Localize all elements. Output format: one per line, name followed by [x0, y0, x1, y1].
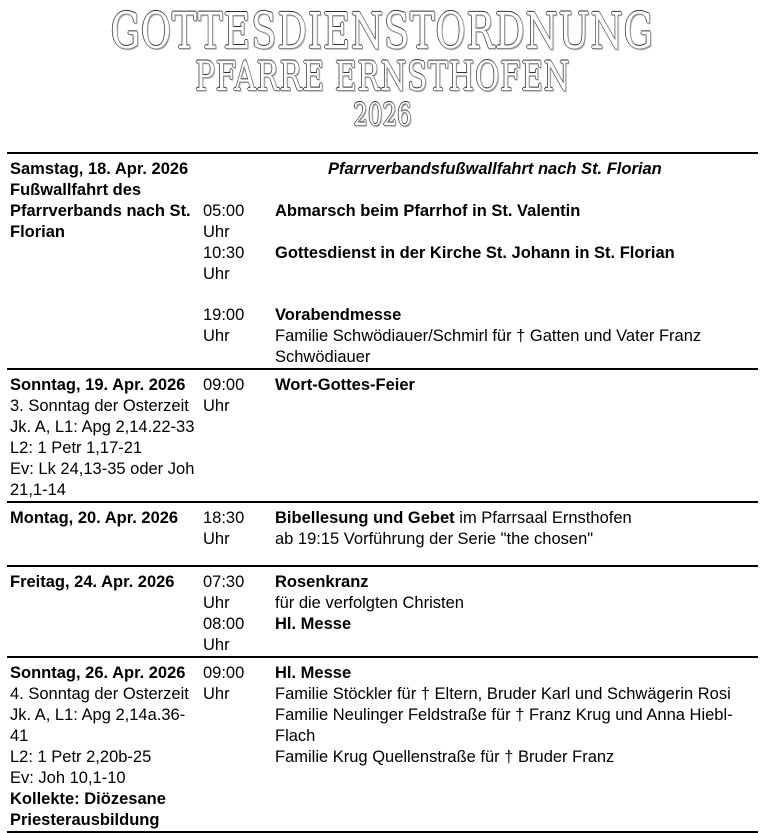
- event-time: 09:00 Uhr: [203, 376, 245, 415]
- event-detail: für die verfolgten Christen: [275, 594, 464, 612]
- event-detail: ab 19:15 Vorführung der Serie "the chosen": [275, 530, 594, 548]
- event-row: [203, 375, 754, 417]
- liturgical-note: 3. Sonntag der Osterzeit: [10, 397, 189, 415]
- section-date: Sonntag, 26. Apr. 2026: [10, 664, 186, 682]
- section-date: Samstag, 18. Apr. 2026: [10, 160, 189, 178]
- schedule-section-samstag-18-apr: [7, 152, 758, 368]
- pilgrimage-note: Fußwallfahrt des Pfarrverbands nach St. Florian: [10, 181, 191, 241]
- event-title: Gottesdienst in der Kirche St. Johann in St. Florian: [275, 244, 675, 262]
- document-title-line: [0, 2, 765, 60]
- events-column: [203, 508, 758, 550]
- event-title: Hl. Messe: [275, 664, 352, 682]
- event-description: [275, 508, 754, 550]
- liturgical-note: 4. Sonntag der Osterzeit: [10, 685, 189, 703]
- event-description: [275, 663, 754, 768]
- event-intention: Familie Schwödiauer/Schmirl für † Gatten und Vater Franz Schwödiauer: [275, 327, 702, 366]
- event-row: [203, 614, 754, 656]
- event-row: [203, 508, 754, 550]
- section-date: Sonntag, 19. Apr. 2026: [10, 376, 186, 394]
- event-row: [203, 305, 754, 368]
- section-date: Freitag, 24. Apr. 2026: [10, 573, 175, 591]
- document-title: GOTTESDIENSTORDNUNG: [110, 2, 655, 60]
- document-year: 2026: [353, 97, 412, 133]
- document-subtitle: PFARRE ERNSTHOFEN: [194, 54, 571, 100]
- reading-note: Jk. A, L1: Apg 2,14a.36-41: [10, 706, 186, 745]
- event-time: 10:30 Uhr: [203, 244, 245, 283]
- event-row: [203, 243, 754, 285]
- event-title: Hl. Messe: [275, 615, 352, 633]
- event-description: [275, 572, 754, 614]
- event-title: Wort-Gottes-Feier: [275, 376, 415, 394]
- date-column: [10, 572, 195, 593]
- event-title: Bibellesung und Gebet: [275, 509, 455, 527]
- schedule-section-freitag-24-apr: [7, 565, 758, 656]
- section-date: Montag, 20. Apr. 2026: [10, 509, 179, 527]
- document-header: [0, 0, 765, 152]
- date-column: [10, 159, 195, 243]
- schedule-section-sonntag-19-apr: [7, 368, 758, 501]
- reading-note: L2: 1 Petr 1,17-21: [10, 439, 143, 457]
- event-row: [203, 201, 754, 243]
- reading-note: Jk. A, L1: Apg 2,14.22-33: [10, 418, 195, 436]
- date-column: [10, 508, 195, 529]
- event-description: [275, 305, 754, 368]
- schedule-section-sonntag-26-apr: [7, 656, 758, 831]
- reading-note: L2: 1 Petr 2,20b-25: [10, 748, 152, 766]
- event-time: 05:00 Uhr: [203, 202, 245, 241]
- gospel-note: Ev: Lk 24,13-35 oder Joh 21,1-14: [10, 460, 195, 499]
- schedule-section-montag-20-apr: [7, 501, 758, 565]
- event-time: 19:00 Uhr: [203, 306, 245, 345]
- spacer: [203, 180, 754, 201]
- event-intention: Familie Stöckler für † Eltern, Bruder Karl und Schwägerin Rosi: [275, 685, 731, 703]
- event-intention: Familie Krug Quellenstraße für † Bruder Franz: [275, 748, 615, 766]
- event-location: im Pfarrsaal Ernsthofen: [459, 509, 632, 527]
- events-column: [203, 375, 758, 417]
- event-time: 18:30 Uhr: [203, 509, 245, 548]
- event-time: 08:00 Uhr: [203, 615, 245, 654]
- event-time: 09:00 Uhr: [203, 664, 245, 703]
- event-time: 07:30 Uhr: [203, 573, 245, 612]
- event-title: Abmarsch beim Pfarrhof in St. Valentin: [275, 202, 581, 220]
- event-banner: Pfarrverbandsfußwallfahrt nach St. Florian: [328, 160, 662, 178]
- date-column: [10, 375, 195, 501]
- spacer: [203, 285, 754, 305]
- events-column: [203, 159, 758, 368]
- gospel-note: Ev: Joh 10,1-10: [10, 769, 126, 787]
- document-year-line: [0, 97, 765, 133]
- collection-note: Kollekte: Diözesane Priesterausbildung: [10, 790, 166, 829]
- date-column: [10, 663, 195, 831]
- event-intention: Familie Neulinger Feldstraße für † Franz Krug und Anna Hiebl-Flach: [275, 706, 733, 745]
- event-title: Vorabendmesse: [275, 306, 402, 324]
- event-row: [203, 663, 754, 768]
- events-column: [203, 663, 758, 768]
- event-row: [203, 572, 754, 614]
- events-column: [203, 572, 758, 656]
- document-subtitle-line: [0, 54, 765, 100]
- event-title: Rosenkranz: [275, 573, 369, 591]
